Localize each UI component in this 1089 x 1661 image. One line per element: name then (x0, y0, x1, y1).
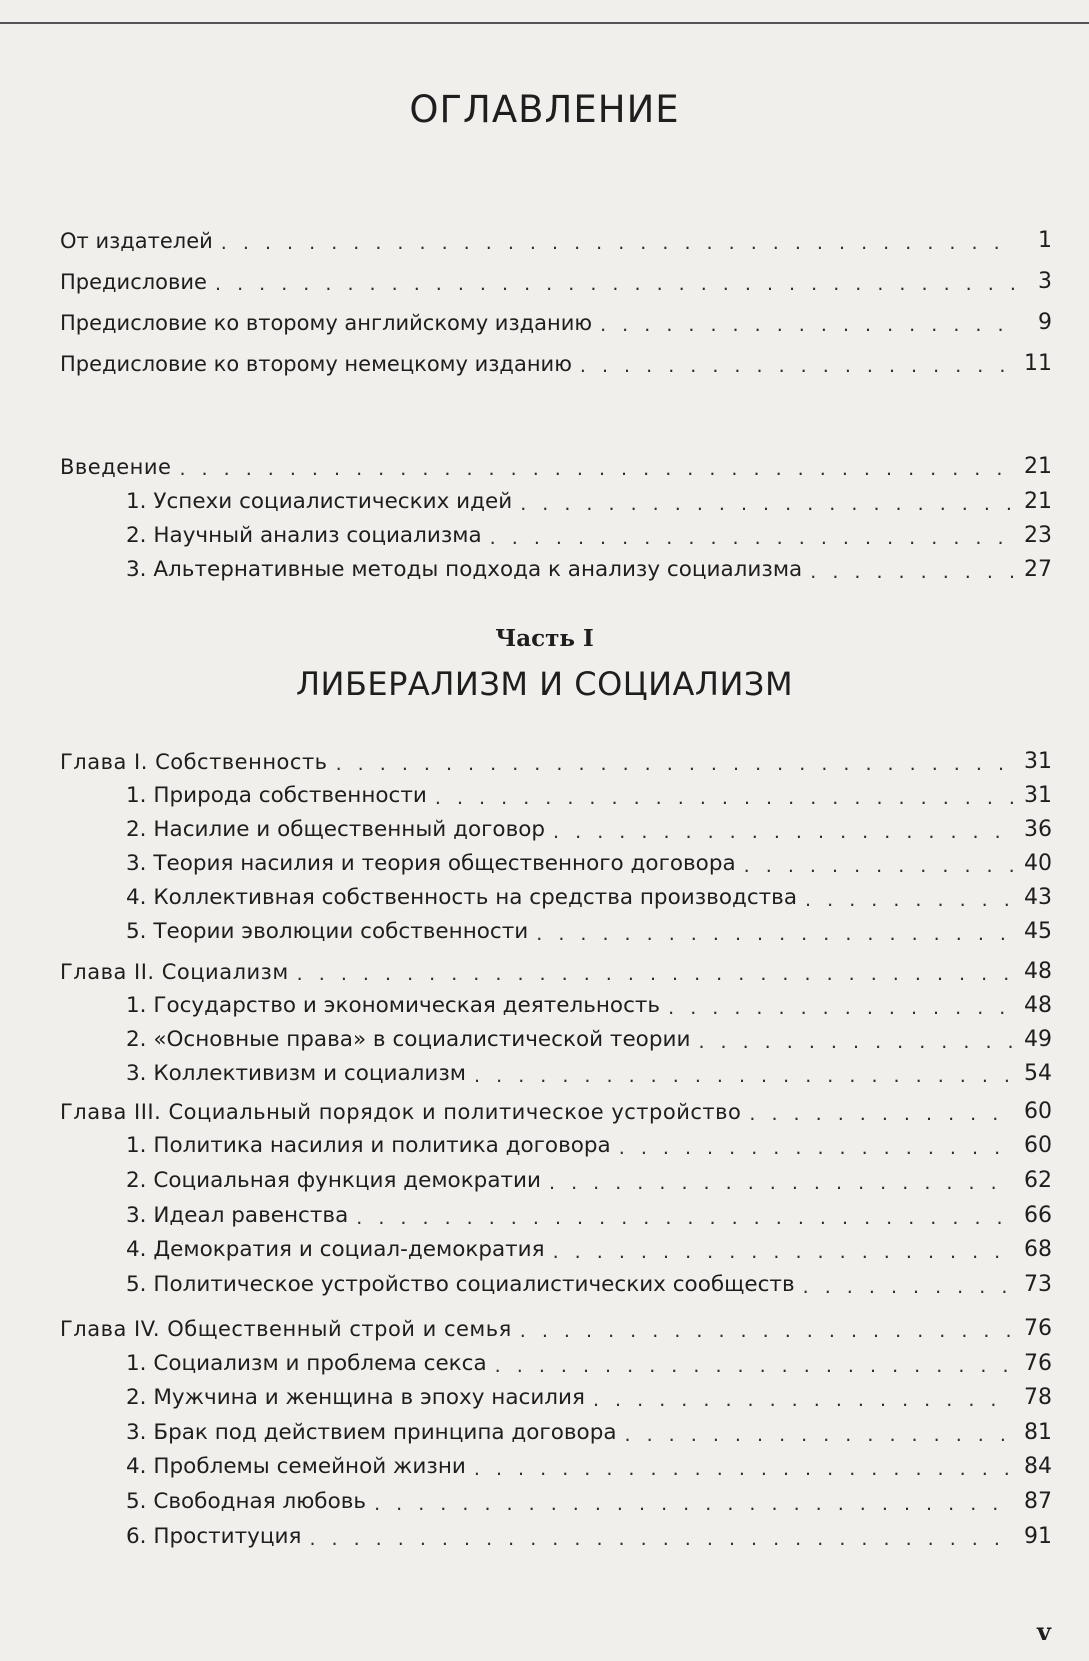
toc-entry-label: 5. Политическое устройство социалистических сообществ (126, 1272, 795, 1297)
leader-dots (221, 232, 1014, 254)
toc-entry-label: 5. Теории эволюции собственности (126, 919, 529, 944)
toc-subentry[interactable] (60, 1195, 1052, 1229)
toc-subentry[interactable] (60, 809, 1052, 843)
toc-subentry[interactable] (60, 549, 1052, 583)
toc-entry-label: 3. Идеал равенства (126, 1203, 349, 1228)
toc-entry-preface[interactable] (60, 261, 1052, 295)
toc-subentry[interactable] (60, 1412, 1052, 1446)
toc-page-number: 76 (1024, 1351, 1052, 1376)
toc-page-number: 78 (1024, 1385, 1052, 1410)
toc-entry-label: 1. Государство и экономическая деятельность (126, 993, 661, 1018)
toc-subentry[interactable] (60, 1481, 1052, 1515)
toc-page-number: 3 (1038, 269, 1052, 294)
toc-entry-chapter-4[interactable] (60, 1308, 1052, 1342)
page-folio: v (1037, 1617, 1051, 1646)
toc-entry-label: 1. Успехи социалистических идей (126, 489, 513, 514)
toc-page-number: 48 (1024, 959, 1052, 984)
toc-entry-label: 3. Брак под действием принципа договора (126, 1420, 617, 1445)
toc-entry-chapter-2[interactable] (60, 951, 1052, 985)
toc-page-number: 54 (1024, 1061, 1052, 1086)
toc-page-number: 23 (1024, 523, 1052, 548)
leader-dots (374, 1493, 1014, 1515)
toc-entry-preface-english[interactable] (60, 302, 1052, 336)
toc-page-number: 60 (1024, 1133, 1052, 1158)
toc-entry-label: Предисловие ко второму немецкому изданию (60, 352, 572, 376)
toc-subentry[interactable] (60, 911, 1052, 945)
toc-page-number: 21 (1024, 454, 1052, 479)
toc-heading: ОГЛАВЛЕНИЕ (409, 88, 680, 131)
leader-dots (805, 889, 1014, 911)
leader-dots (553, 821, 1014, 843)
toc-entry-label: 3. Альтернативные методы подхода к анализу социализма (126, 557, 803, 582)
toc-page-number: 76 (1024, 1316, 1052, 1341)
leader-dots (179, 458, 1014, 480)
toc-page-number: 73 (1024, 1272, 1052, 1297)
toc-page-number: 66 (1024, 1203, 1052, 1228)
leader-dots (803, 1276, 1014, 1298)
toc-entry-label: 2. Насилие и общественный договор (126, 817, 546, 842)
toc-page-number: 49 (1024, 1027, 1052, 1052)
toc-entry-label: 4. Проблемы семейной жизни (126, 1454, 466, 1479)
leader-dots (309, 1528, 1014, 1550)
toc-page-number: 36 (1024, 817, 1052, 842)
toc-page-number: 45 (1024, 919, 1052, 944)
leader-dots (297, 963, 1014, 985)
toc-page-number: 40 (1024, 851, 1052, 876)
toc-entry-label: Глава IV. Общественный строй и семья (60, 1317, 512, 1341)
toc-entry-label: 2. «Основные права» в социалистической теории (126, 1027, 691, 1052)
leader-dots (474, 1458, 1014, 1480)
toc-entry-label: 2. Социальная функция демократии (126, 1168, 541, 1193)
leader-dots (744, 855, 1014, 877)
toc-subentry[interactable] (60, 1377, 1052, 1411)
toc-subentry[interactable] (60, 1446, 1052, 1480)
leader-dots (435, 787, 1014, 809)
toc-subentry[interactable] (60, 481, 1052, 515)
toc-entry-preface-german[interactable] (60, 343, 1052, 377)
part-title: ЛИБЕРАЛИЗМ И СОЦИАЛИЗМ (295, 665, 794, 703)
toc-page-number: 84 (1024, 1454, 1052, 1479)
leader-dots (698, 1031, 1014, 1053)
part-label: Часть I (495, 625, 594, 652)
toc-page-number: 11 (1024, 351, 1052, 376)
table-of-contents (60, 0, 1052, 1661)
toc-subentry[interactable] (60, 515, 1052, 549)
toc-entry-label: Введение (60, 455, 172, 479)
toc-entry-label: 5. Свободная любовь (126, 1489, 367, 1514)
toc-subentry[interactable] (60, 1125, 1052, 1159)
toc-entry-label: Предисловие (60, 270, 207, 294)
toc-entry-label: 1. Природа собственности (126, 783, 427, 808)
leader-dots (553, 1241, 1014, 1263)
toc-page-number: 60 (1024, 1099, 1052, 1124)
toc-subentry[interactable] (60, 1516, 1052, 1550)
leader-dots (356, 1207, 1014, 1229)
toc-entry-label: 3. Коллективизм и социализм (126, 1061, 467, 1086)
toc-entry-label: 1. Политика насилия и политика договора (126, 1133, 611, 1158)
leader-dots (336, 753, 1014, 775)
toc-entry-label: 4. Демократия и социал-демократия (126, 1237, 545, 1262)
toc-entry-chapter-3[interactable] (60, 1091, 1052, 1125)
toc-entry-label: 3. Теория насилия и теория общественного договора (126, 851, 736, 876)
leader-dots (520, 1320, 1014, 1342)
toc-entry-label: 4. Коллективная собственность на средства производства (126, 885, 798, 910)
toc-entry-label: Предисловие ко второму английскому изданию (60, 311, 593, 335)
toc-subentry[interactable] (60, 985, 1052, 1019)
toc-entry-label: От издателей (60, 229, 213, 253)
leader-dots (600, 314, 1014, 336)
toc-page-number: 43 (1024, 885, 1052, 910)
leader-dots (810, 561, 1014, 583)
toc-entry-publishers[interactable] (60, 220, 1052, 254)
toc-page-number: 68 (1024, 1237, 1052, 1262)
toc-entry-label: Глава I. Собственность (60, 750, 328, 774)
toc-entry-chapter-1[interactable] (60, 741, 1052, 775)
leader-dots (668, 997, 1014, 1019)
toc-page-number: 81 (1024, 1420, 1052, 1445)
leader-dots (474, 1065, 1014, 1087)
toc-subentry[interactable] (60, 877, 1052, 911)
toc-entry-label: 1. Социализм и проблема секса (126, 1351, 487, 1376)
leader-dots (520, 493, 1014, 515)
toc-entry-label: 2. Научный анализ социализма (126, 523, 482, 548)
toc-subentry[interactable] (60, 775, 1052, 809)
toc-entry-label: 6. Проституция (126, 1524, 302, 1549)
leader-dots (593, 1389, 1014, 1411)
toc-page-number: 21 (1024, 489, 1052, 514)
toc-page-number: 87 (1024, 1489, 1052, 1514)
toc-page-number: 1 (1038, 228, 1052, 253)
toc-page-number: 91 (1024, 1524, 1052, 1549)
toc-subentry[interactable] (60, 1229, 1052, 1263)
leader-dots (549, 1172, 1014, 1194)
toc-entry-label: 2. Мужчина и женщина в эпоху насилия (126, 1385, 585, 1410)
leader-dots (215, 273, 1014, 295)
toc-page-number: 9 (1038, 310, 1052, 335)
toc-subentry[interactable] (60, 1343, 1052, 1377)
leader-dots (536, 923, 1014, 945)
toc-page-number: 31 (1024, 749, 1052, 774)
toc-subentry[interactable] (60, 1264, 1052, 1298)
toc-subentry[interactable] (60, 1053, 1052, 1087)
toc-entry-label: Глава II. Социализм (60, 960, 289, 984)
toc-page-number: 48 (1024, 993, 1052, 1018)
toc-page-number: 27 (1024, 557, 1052, 582)
leader-dots (580, 355, 1014, 377)
toc-subentry[interactable] (60, 1019, 1052, 1053)
toc-entry-introduction[interactable] (60, 446, 1052, 480)
toc-subentry[interactable] (60, 1160, 1052, 1194)
toc-page-number: 31 (1024, 783, 1052, 808)
toc-subentry[interactable] (60, 843, 1052, 877)
toc-page-number: 62 (1024, 1168, 1052, 1193)
leader-dots (619, 1137, 1014, 1159)
leader-dots (490, 527, 1014, 549)
leader-dots (749, 1103, 1014, 1125)
leader-dots (495, 1355, 1014, 1377)
leader-dots (625, 1424, 1014, 1446)
toc-entry-label: Глава III. Социальный порядок и политическое устройство (60, 1100, 742, 1124)
